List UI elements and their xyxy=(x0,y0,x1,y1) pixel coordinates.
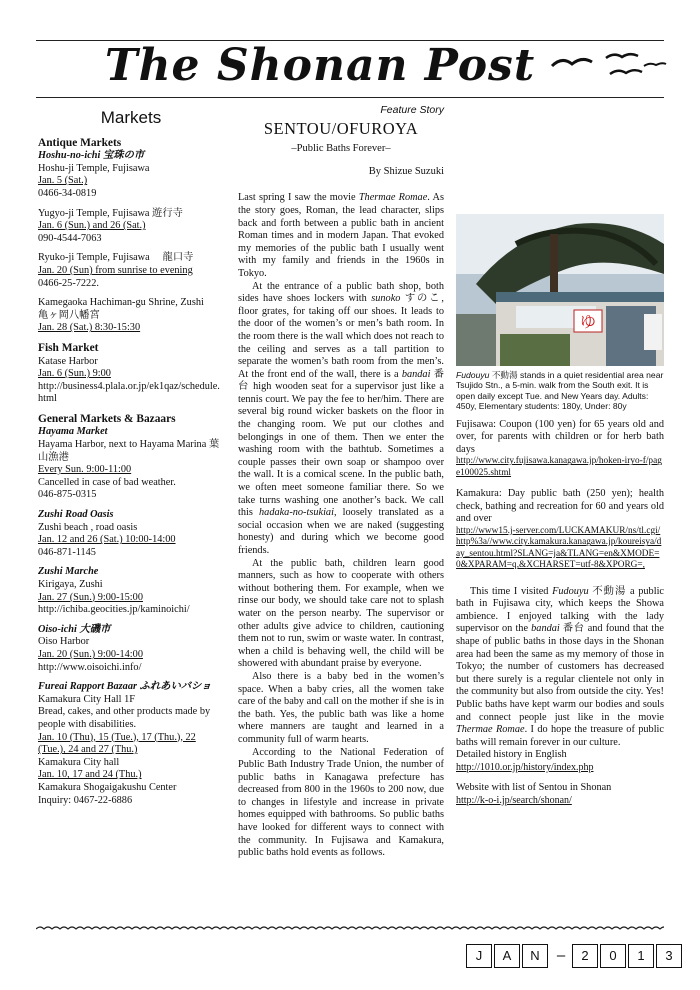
market-url-link[interactable]: http://business4.plala.or.jp/ek1qaz/schedule.html xyxy=(38,380,220,405)
market-date: Jan. 6 (Sun.) 9:00 xyxy=(38,368,111,380)
date-cell: J xyxy=(466,944,492,968)
market-place: Kamakura City hall xyxy=(38,756,120,768)
history-block xyxy=(456,749,664,773)
market-phone: 0466-25-7222. xyxy=(38,277,99,289)
kamakura-text: Kamakura: Day public bath (250 yen); health check, bathing and recreation for 60 and years old and over xyxy=(456,488,664,525)
article-paragraph xyxy=(238,281,444,558)
fujisawa-block xyxy=(456,419,664,480)
market-entry xyxy=(38,426,224,502)
history-label: Detailed history in English xyxy=(456,749,567,761)
caption-text: 不動湯 stands in a quiet residential area near Tsujido Stn., a 5-min. walk from the South exit. It is open daily except Tue. and New Years day. Adults: 450y, Elementary students: 180y, Under: 80y xyxy=(456,370,664,412)
feature-headline: SENTOU/OFUROYA xyxy=(263,118,419,138)
fujisawa-link[interactable]: http://www.city.fujisawa.kanagawa.jp/hoken-iryo-f/page100025.shtml xyxy=(456,456,662,478)
market-date: Jan. 10 (Thu), 15 (Tue.), 17 (Thu.), 22 (Tue.), 24 and 27 (Thu.) xyxy=(38,731,196,756)
fish-heading: Fish Market xyxy=(38,341,99,354)
market-name: Hayama Market xyxy=(38,426,108,438)
continued-spacer xyxy=(456,104,664,208)
text-run: Last spring I saw the movie xyxy=(238,192,359,204)
market-entry xyxy=(38,681,224,807)
market-phone: 046-871-1145 xyxy=(38,546,96,558)
market-date: Jan. 12 and 26 (Sat.) 10:00-14:00 xyxy=(38,534,176,546)
text-run: At the entrance of a public bath shop, both sides have shoes lockers with xyxy=(238,280,444,305)
kamakura-block xyxy=(456,488,664,571)
market-inquiry: Inquiry: 0467-22-6886 xyxy=(38,794,133,806)
bathhouse-illustration xyxy=(456,214,664,366)
market-phone: 046-875-0315 xyxy=(38,489,97,501)
term: bandai xyxy=(531,623,560,635)
history-link[interactable]: http://1010.or.jp/history/index.php xyxy=(456,761,594,773)
text-run: 不動湯 a public bath in Fujisawa city, which keeps the Showa ambience. I enjoyed talking with the lady supervisor on the xyxy=(456,585,664,635)
text-run: . As the story goes, Roman, the lead character, slips back and forth between a public bath in ancient Roman times and in modern Japan. That evoked my memories of the public bath I usually went with my family and friends in the 1960s in Tokyo. xyxy=(238,192,444,279)
caption-name: Fudouyu xyxy=(456,370,490,380)
market-entry xyxy=(38,150,224,200)
market-name: Oiso-ichi 大磯市 xyxy=(38,623,111,635)
date-cell: 2 xyxy=(572,944,598,968)
market-name: Hoshu-no-ichi 宝珠の市 xyxy=(38,150,145,162)
article-paragraph xyxy=(456,586,664,750)
masthead-bottom-rule xyxy=(36,97,664,98)
market-date: Jan. 10, 17 and 24 (Thu.) xyxy=(38,769,142,781)
movie-title: Thermae Romae xyxy=(358,192,428,204)
feature-subhead: –Public Baths Forever– xyxy=(291,143,391,155)
markets-title: Markets xyxy=(100,108,162,127)
market-entry xyxy=(38,252,224,290)
market-place: Kamegaoka Hachiman-gu Shrine, Zushi xyxy=(38,297,204,309)
bathhouse-photo xyxy=(456,214,664,366)
article-paragraph: According to the National Federation of Public Bath Industry Trade Union, the number of public baths in Kanagawa prefecture has decreased from 800 in the 1960s to 200 now, due to changes in lifestyle and increase in private homes equipped with bathrooms. So public baths have looked for different ways to connect with the community. In Fujisawa and Kamakura, public baths hold events as follows. xyxy=(238,746,444,859)
market-note: Cancelled in case of bad weather. xyxy=(38,476,176,488)
list-block xyxy=(456,782,664,806)
market-date: Every Sun. 9:00-11:00 xyxy=(38,464,132,476)
date-dash: – xyxy=(556,947,566,964)
term: sunoko xyxy=(371,293,401,305)
text-run: This time I visited xyxy=(470,585,553,597)
market-kanji: 亀ヶ岡八幡宮 xyxy=(38,309,100,321)
date-cell: 0 xyxy=(600,944,626,968)
term: Fudouyu xyxy=(552,585,589,597)
antique-heading: Antique Markets xyxy=(38,136,122,149)
market-place: Zushi beach , road oasis xyxy=(38,521,138,533)
market-phone: 0466-34-0819 xyxy=(38,187,97,199)
market-name: Zushi Marche xyxy=(38,566,99,578)
list-link[interactable]: http://k-o-i.jp/search/shonan/ xyxy=(456,794,572,806)
market-entry xyxy=(38,624,224,674)
market-place: Yugyo-ji Temple, Fujisawa 遊行寺 xyxy=(38,207,183,219)
text-run: 番台 high wooden seat for a supervisor just like a tennis court. We pay the fee to her/him. There are several big round wicker baskets on the floor in the changing room. We put our clothes and belongings in one of them. Then we enter the washing room with the bathtub. Sometimes a couple passes their own soap or shampoo over the wall. It is a comical scene. In the public bath, we often meet someone familiar there. So we take turns washing one another’s back. We call this xyxy=(238,368,444,519)
general-heading: General Markets & Bazaars xyxy=(38,412,176,425)
photo-caption xyxy=(456,370,664,412)
market-place: Kamakura City Hall 1F xyxy=(38,693,135,705)
market-entry xyxy=(38,509,224,559)
date-cell: 3 xyxy=(656,944,682,968)
footer-wavy-rule xyxy=(36,925,664,933)
movie-title: Thermae Romae xyxy=(456,724,525,736)
birds-icon xyxy=(548,44,668,84)
market-name: Zushi Road Oasis xyxy=(38,509,114,521)
article-paragraph xyxy=(238,192,444,280)
market-phone: 090-4544-7063 xyxy=(38,232,102,244)
term: hadaka-no-tsukiai xyxy=(259,507,334,519)
fujisawa-text: Fujisawa: Coupon (100 yen) for 65 years old and over, for parents with children or for herb bath days xyxy=(456,418,664,455)
market-place: Kirigaya, Zushi xyxy=(38,579,103,590)
market-desc: Bread, cakes, and other products made by people with disabilities. xyxy=(38,706,211,730)
market-place: Hoshu-ji Temple, Fujisawa xyxy=(38,162,150,174)
text-run: . I do hope the treasure of public baths will remain forever in our culture. xyxy=(456,724,664,748)
text-run: すのこ, floor grates, for taking off our shoes. It leads to the door of the women’s or men’s bath room. In the room there is the wall which does not reach to the ceiling and serves as a tall partition to separate the women’s bath room from the men’s. At the front end of the wall, there is a xyxy=(238,293,444,380)
market-entry xyxy=(38,208,224,246)
market-date: Jan. 28 (Sat.) 8:30-15:30 xyxy=(38,322,141,334)
market-date: Jan. 6 (Sun.) and 26 (Sat.) xyxy=(38,220,146,232)
feature-byline: By Shizue Suzuki xyxy=(368,165,444,177)
date-cell: A xyxy=(494,944,520,968)
market-date: Jan. 20 (Sun.) 9:00-14:00 xyxy=(38,648,143,660)
market-url-link[interactable]: http://www.oisoichi.info/ xyxy=(38,661,142,673)
date-cell: 1 xyxy=(628,944,654,968)
svg-text:ゆ: ゆ xyxy=(579,312,597,331)
market-place: Ryuko-ji Temple, Fujisawa 龍口寺 xyxy=(38,252,194,264)
kamakura-link[interactable]: http://www15.j-server.com/LUCKAMAKUR/ns/tl.cgi/http%3a//www.city.kamakura.kanagawa.jp/koureisya/day_sentou.html?SLANG=ja&TLANG=en&XMODE=0&XPARAM=q,&XCHARSET=utf-8&XPORG=, xyxy=(456,526,662,571)
market-entry xyxy=(38,297,224,335)
text-run: 番台 and found that the shape of public baths in those days in the Shonan area had been the same as my memory of those in Tokyo; the number of customers has decreased but there surely is a regular clientele not only in the community but also from outside the city. Yes! Public baths have kept warm our bodies and souls and connect people just like in the movie xyxy=(456,623,665,723)
market-place: Katase Harbor xyxy=(38,355,98,367)
markets-column xyxy=(38,104,224,814)
date-cell: N xyxy=(522,944,548,968)
market-place: Hayama Harbor, next to Hayama Marina 葉山漁港 xyxy=(38,439,220,463)
market-place: Kamakura Shogaigakushu Center xyxy=(38,781,177,793)
market-name: Fureai Rapport Bazaar ふれあいバショ xyxy=(38,681,212,693)
market-date: Jan. 5 (Sat.) xyxy=(38,175,88,187)
feature-column xyxy=(238,104,444,860)
market-place: Oiso Harbor xyxy=(38,636,90,648)
issue-date-box xyxy=(466,944,684,968)
feature-continued-column xyxy=(456,104,664,815)
market-date: Jan. 27 (Sun.) 9:00-15:00 xyxy=(38,591,143,603)
market-date: Jan. 20 (Sun) from sunrise to evening xyxy=(38,264,193,276)
market-url-link[interactable]: http://ichiba.geocities.jp/kaminoichi/ xyxy=(38,604,190,616)
market-entry xyxy=(38,566,224,616)
feature-label: Feature Story xyxy=(380,104,444,116)
text-run: , loosely translated as a social occasion when we are naked (suggesting honesty) and during which we become good friends. xyxy=(238,507,444,556)
masthead-title: The Shonan Post xyxy=(104,40,536,91)
market-entry xyxy=(38,356,224,406)
term: bandai xyxy=(401,368,431,380)
article-paragraph: At the public bath, children learn good manners, such as how to cooperate with others without bothering them. For example, when we rinse our body, we should take care not to splash water on the person nearby. The supervisor or other adults give advice to children, cautioning them not to run, swim or waste water. In contrast, when a child is behaving well, the child will be showered with abundant praise by everyone. xyxy=(238,557,444,670)
list-label: Website with list of Sentou in Shonan xyxy=(456,782,612,794)
article-paragraph: Also there is a baby bed in the women’s space. When a baby cries, all the women take care of the baby and call on the mother if she is in the bath. Yes, the public bath was like a home where manners are taught and learned in a community full of warm hearts. xyxy=(238,670,444,745)
